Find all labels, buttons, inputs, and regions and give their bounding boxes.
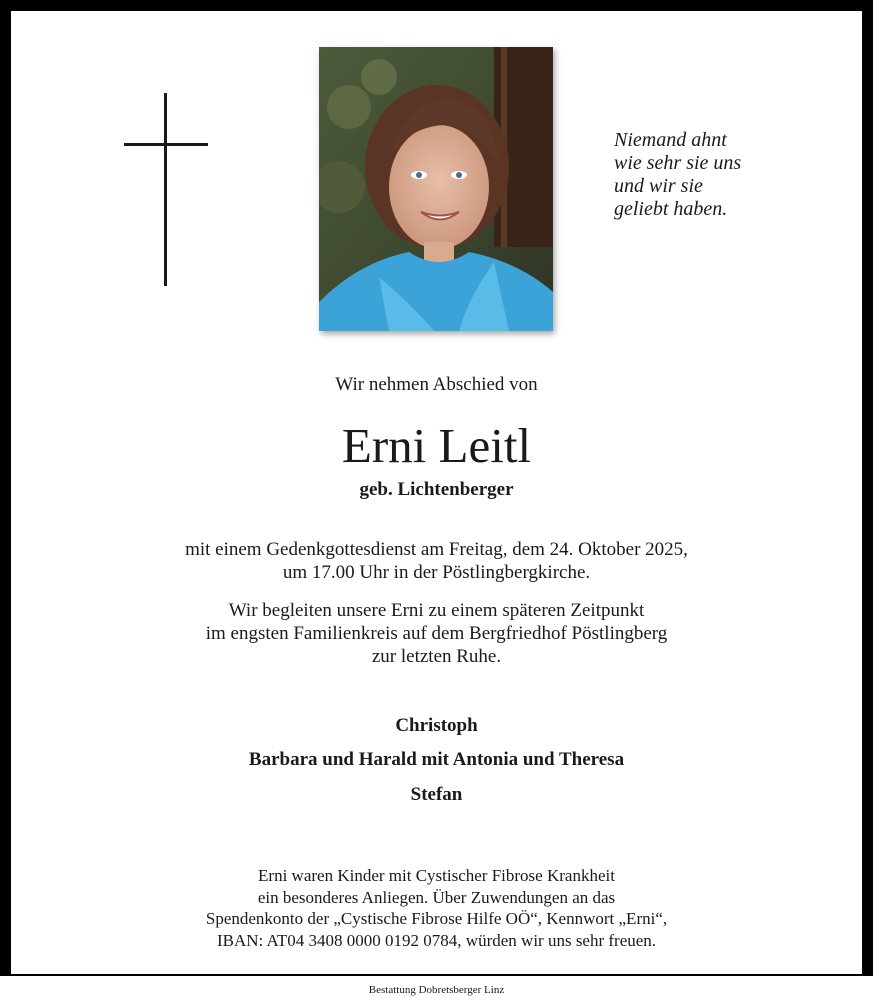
text-line: zur letzten Ruhe. <box>371 646 502 667</box>
text-line: Wir begleiten unsere Erni zu einem späteren Zeitpunkt <box>228 600 645 621</box>
memorial-quote <box>614 129 834 221</box>
maiden-name: geb. Lichtenberger <box>359 479 514 500</box>
mourner-name: Christoph <box>395 715 478 736</box>
text-line: IBAN: AT04 3408 0000 0192 0784, würden wir uns sehr freuen. <box>216 930 657 950</box>
cross-icon <box>124 93 208 286</box>
deceased-name: Erni Leitl <box>341 418 532 473</box>
text-line: ein besonderes Anliegen. Über Zuwendungen an das <box>257 887 616 907</box>
text-line: Spendenkonto der „Cystische Fibrose Hilfe OÖ“, Kennwort „Erni“, <box>205 909 668 928</box>
quote-line: wie sehr sie uns <box>614 152 742 174</box>
quote-line: und wir sie <box>614 175 703 197</box>
text-line: um 17.00 Uhr in der Pöstlingbergkirche. <box>282 562 591 583</box>
text-line: mit einem Gedenkgottesdienst am Freitag, dem 24. Oktober 2025, <box>185 539 688 560</box>
funeral-home-credit: Bestattung Dobretsberger Linz <box>368 984 505 996</box>
quote-line: Niemand ahnt <box>614 129 727 151</box>
portrait-photo <box>319 47 553 331</box>
text-line: Erni waren Kinder mit Cystischer Fibrose Krankheit <box>258 866 615 885</box>
burial-announcement <box>0 599 873 668</box>
quote-line: geliebt haben. <box>614 198 728 220</box>
service-announcement <box>0 538 873 584</box>
text-line: im engsten Familienkreis auf dem Bergfriedhof Pöstlingberg <box>205 623 668 644</box>
farewell-intro: Wir nehmen Abschied von <box>335 374 538 395</box>
donation-note <box>0 865 873 951</box>
mourner-name: Barbara und Harald mit Antonia und Theresa <box>248 749 625 770</box>
mourner-name: Stefan <box>410 784 463 805</box>
